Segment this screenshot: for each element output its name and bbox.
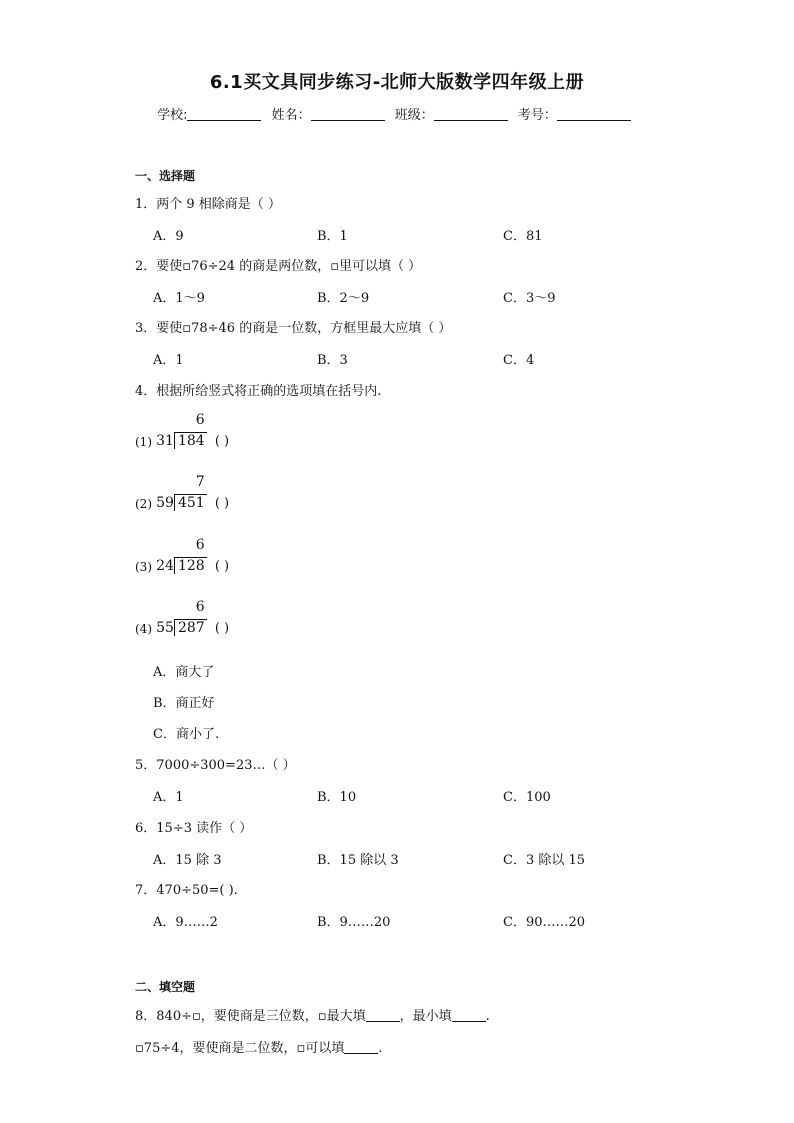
page-title: 6.1买文具同步练习-北师大版数学四年级上册 [209,72,585,93]
ld3-dividend: 128 [174,557,207,574]
ld1-divisor: 31 [156,433,174,449]
q3-option-a[interactable]: A．1 [153,353,184,368]
question-1: 1．两个 9 相除商是（ ） [135,197,281,212]
q4-option-a[interactable]: A．商大了 [153,665,215,680]
question-3: 3．要使▫78÷46 的商是一位数，方框里最大应填（ ） [135,321,452,336]
ld3-quotient: 6 [195,537,205,553]
ld2-divisor: 59 [156,495,174,511]
q8-line1-text-c: . [485,1009,490,1024]
ld4-label: (4) [135,622,152,636]
q8-line2-text-b: . [378,1041,383,1056]
long-division-4 [135,599,230,636]
q2-option-b[interactable]: B．2～9 [317,291,370,306]
q1-option-c[interactable]: C．81 [503,229,543,244]
q5-option-c[interactable]: C．100 [503,790,551,805]
q5-option-b[interactable]: B．10 [317,790,357,805]
question-4: 4．根据所给竖式将正确的选项填在括号内. [135,384,382,399]
q4-option-c[interactable]: C．商小了. [153,727,220,742]
ld2-quotient: 7 [195,474,205,490]
ld4-quotient: 6 [195,599,205,615]
question-8-line-1 [135,1005,490,1024]
q8-max-blank[interactable] [366,1009,400,1022]
long-division-1 [135,412,230,449]
q5-option-a[interactable]: A．1 [153,790,184,805]
q4-option-b[interactable]: B．商正好 [153,696,215,711]
ld2-dividend: 451 [174,494,207,511]
ld2-label: (2) [135,497,152,511]
q6-option-b[interactable]: B．15 除以 3 [317,853,399,868]
ld3-label: (3) [135,560,152,574]
ld1-quotient: 6 [195,412,205,428]
long-division-2 [135,474,230,511]
q8-line1-text-b: ，最小填 [399,1009,452,1024]
q2-option-a[interactable]: A．1～9 [153,291,205,306]
q7-option-a[interactable]: A．9……2 [153,915,218,930]
long-division-3 [135,537,230,574]
q7-option-c[interactable]: C．90……20 [503,915,586,930]
q8-fill-blank[interactable] [344,1041,378,1054]
class-blank[interactable] [434,108,508,121]
ld4-answer-paren[interactable]: ( ) [214,621,230,636]
question-6: 6．15÷3 读作（ ） [135,821,253,836]
student-info-line [0,104,794,123]
q2-option-c[interactable]: C．3～9 [503,291,556,306]
ld1-label: (1) [135,435,152,449]
ld4-dividend: 287 [174,619,207,636]
ld1-dividend: 184 [174,432,207,449]
q3-option-c[interactable]: C．4 [503,353,535,368]
question-8-line-2 [135,1037,382,1056]
q8-line2-text-a: ▫75÷4，要使商是二位数，▫可以填 [135,1041,345,1056]
ld1-answer-paren[interactable]: ( ) [214,434,230,449]
q1-option-b[interactable]: B．1 [317,229,348,244]
q7-option-b[interactable]: B．9……20 [317,915,391,930]
school-blank[interactable] [187,108,261,121]
number-blank[interactable] [557,108,631,121]
question-7: 7．470÷50=( ). [135,883,238,898]
q8-min-blank[interactable] [452,1009,486,1022]
ld4-divisor: 55 [156,620,174,636]
q3-option-b[interactable]: B．3 [317,353,348,368]
q6-option-c[interactable]: C．3 除以 15 [503,853,586,868]
section-choice-heading: 一、选择题 [135,169,196,183]
question-2: 2．要使▫76÷24 的商是两位数，▫里可以填（ ） [135,259,422,274]
name-blank[interactable] [311,108,385,121]
class-label: 班级： [394,108,434,123]
number-label: 考号： [517,108,557,123]
q8-line1-text-a: 8．840÷▫，要使商是三位数，▫最大填 [135,1009,366,1024]
name-label: 姓名： [271,108,311,123]
question-5: 5．7000÷300=23…（ ） [135,758,296,773]
school-label: 学校: [157,108,188,123]
ld3-divisor: 24 [156,558,174,574]
ld3-answer-paren[interactable]: ( ) [214,559,230,574]
q1-option-a[interactable]: A．9 [153,229,184,244]
section-fill-heading: 二、填空题 [135,980,196,994]
q6-option-a[interactable]: A．15 除 3 [153,853,222,868]
ld2-answer-paren[interactable]: ( ) [214,496,230,511]
